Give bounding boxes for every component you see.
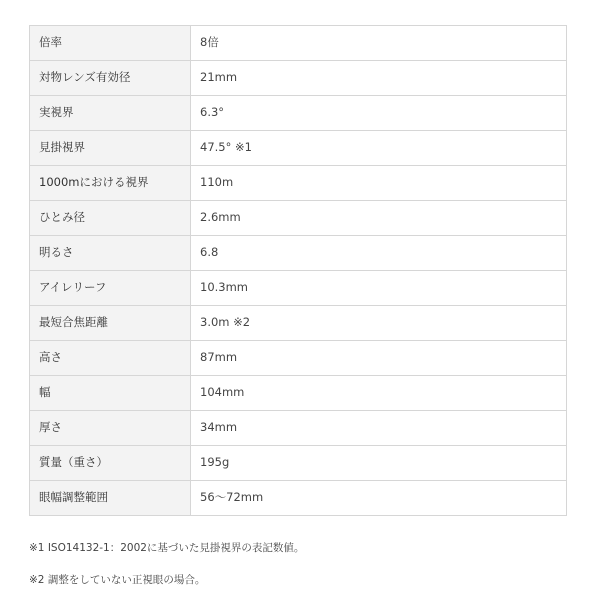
table-row <box>30 131 567 166</box>
spec-label: 見掛視界 <box>30 131 191 166</box>
table-row <box>30 271 567 306</box>
spec-label: 質量（重さ） <box>30 446 191 481</box>
footnote-1: ※1 ISO14132-1：2002に基づいた見掛視界の表記数値。 <box>29 542 305 554</box>
table-row <box>30 376 567 411</box>
spec-label: 厚さ <box>30 411 191 446</box>
table-row <box>30 96 567 131</box>
table-row <box>30 411 567 446</box>
spec-value: 2.6mm <box>191 201 567 236</box>
spec-value: 87mm <box>191 341 567 376</box>
table-row <box>30 166 567 201</box>
spec-label: 倍率 <box>30 26 191 61</box>
footnote-2: ※2 調整をしていない正視眼の場合。 <box>29 574 206 586</box>
spec-label: 高さ <box>30 341 191 376</box>
spec-label: アイレリーフ <box>30 271 191 306</box>
table-row <box>30 201 567 236</box>
spec-label: 対物レンズ有効径 <box>30 61 191 96</box>
spec-value: 6.3° <box>191 96 567 131</box>
footnotes <box>29 543 569 600</box>
spec-value: 10.3mm <box>191 271 567 306</box>
table-row <box>30 481 567 516</box>
table-row <box>30 236 567 271</box>
spec-value: 3.0m ※2 <box>191 306 567 341</box>
spec-value: 21mm <box>191 61 567 96</box>
table-row <box>30 446 567 481</box>
table-row <box>30 26 567 61</box>
spec-value: 47.5° ※1 <box>191 131 567 166</box>
spec-value: 34mm <box>191 411 567 446</box>
spec-label: 幅 <box>30 376 191 411</box>
table-row <box>30 306 567 341</box>
spec-label: 眼幅調整範囲 <box>30 481 191 516</box>
spec-label: 最短合焦距離 <box>30 306 191 341</box>
spec-label: 1000mにおける視界 <box>30 166 191 201</box>
spec-label: ひとみ径 <box>30 201 191 236</box>
spec-value: 8倍 <box>191 26 567 61</box>
spec-value: 195g <box>191 446 567 481</box>
spec-value: 104mm <box>191 376 567 411</box>
spec-value: 56～72mm <box>191 481 567 516</box>
spec-value: 110m <box>191 166 567 201</box>
spec-table-body <box>30 26 567 516</box>
spec-label: 実視界 <box>30 96 191 131</box>
spec-table <box>29 25 567 516</box>
spec-label: 明るさ <box>30 236 191 271</box>
table-row <box>30 341 567 376</box>
spec-value: 6.8 <box>191 236 567 271</box>
table-row <box>30 61 567 96</box>
